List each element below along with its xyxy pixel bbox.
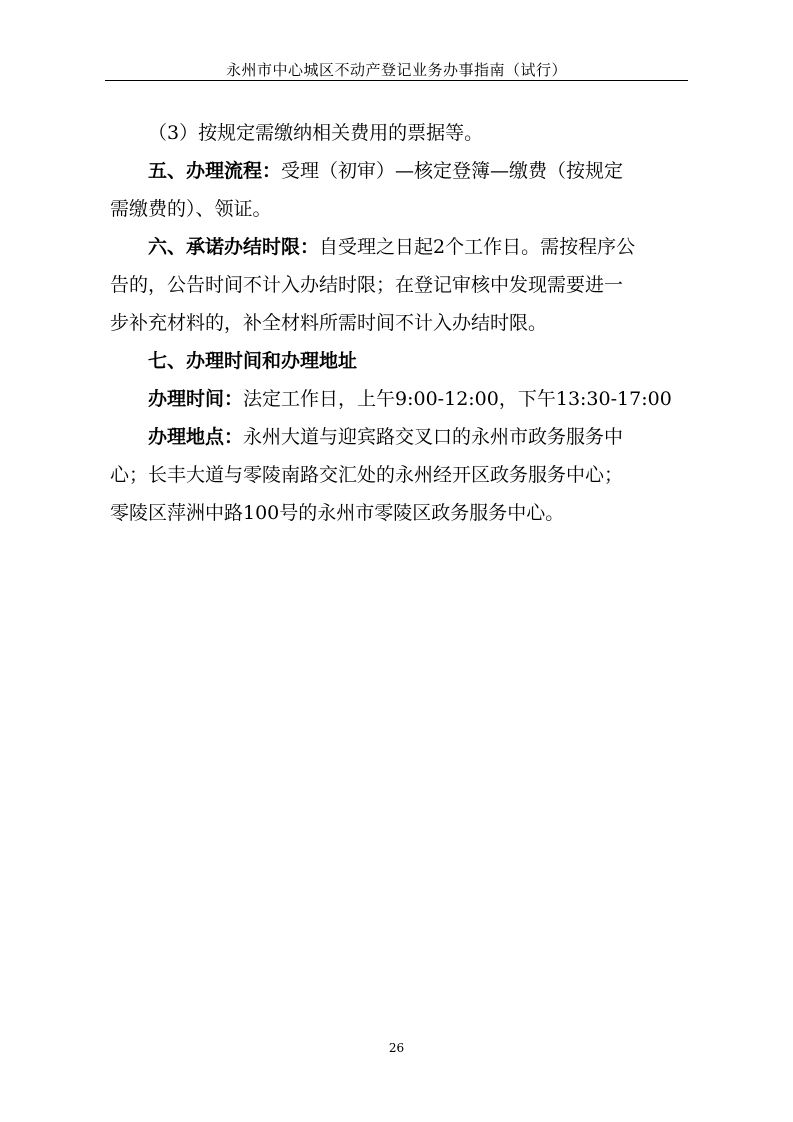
- address-paragraph: [110, 418, 690, 456]
- hours-label: 办理时间：: [148, 388, 244, 410]
- section-7-heading: 七、办理时间和办理地址: [148, 350, 358, 372]
- address-line-2: [110, 456, 690, 494]
- procedure-text-line-2: 需缴费的）、领证。: [110, 198, 272, 220]
- procedure-label: 五、办理流程：: [148, 160, 282, 182]
- running-header-title: 永州市中心城区不动产登记业务办事指南（试行）: [225, 61, 567, 79]
- hours-text: 法定工作日，上午9:00-12:00，下午13:30-17:00: [243, 388, 672, 410]
- address-line-3: [110, 494, 690, 532]
- address-text-line-1: 永州大道与迎宾路交叉口的永州市政务服务中: [243, 426, 624, 448]
- address-label: 办理地点：: [148, 426, 244, 448]
- procedure-paragraph-continuation: [110, 190, 690, 228]
- document-body: [110, 114, 690, 532]
- time-limit-line-3: [110, 304, 690, 342]
- item-3-text: （3）按规定需缴纳相关费用的票据等。: [148, 122, 484, 144]
- item-3-paragraph: [110, 114, 690, 152]
- time-limit-paragraph: [110, 228, 690, 266]
- page-number: 26: [388, 1041, 405, 1055]
- header-rule: [105, 80, 688, 81]
- time-limit-line-2: [110, 266, 690, 304]
- address-text-line-2: 心；长丰大道与零陵南路交汇处的永州经开区政务服务中心；: [110, 464, 624, 486]
- procedure-paragraph: [110, 152, 690, 190]
- time-limit-text-line-2: 告的，公告时间不计入办结时限；在登记审核中发现需要进一: [110, 274, 624, 296]
- address-text-line-3: 零陵区萍洲中路100号的永州市零陵区政务服务中心。: [110, 502, 565, 524]
- time-limit-text-line-3: 步补充材料的，补全材料所需时间不计入办结时限。: [110, 312, 548, 334]
- section-7-heading-paragraph: [110, 342, 690, 380]
- time-limit-label: 六、承诺办结时限：: [148, 236, 320, 258]
- hours-paragraph: [110, 380, 690, 418]
- time-limit-text-line-1: 自受理之日起2个工作日。需按程序公: [319, 236, 636, 258]
- procedure-text-line-1: 受理（初审）—核定登簿—缴费（按规定: [281, 160, 624, 182]
